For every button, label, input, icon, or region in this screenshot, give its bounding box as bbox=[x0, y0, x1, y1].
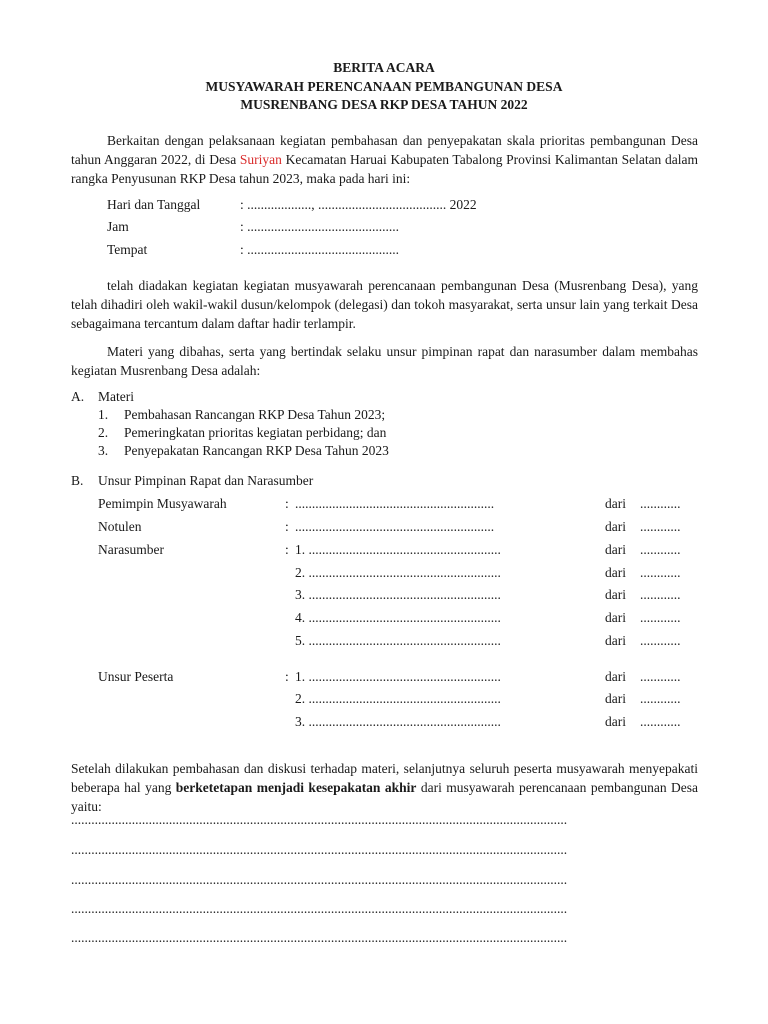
conclusion-paragraph: Setelah dilakukan pembahasan dan diskusi terhadap materi, selanjutnya seluruh peserta musyawarah menyepakati beberapa hal yang berketetapan menjadi kesepakatan akhir dari musyawarah perencanaan pembangunan Desa yaitu: bbox=[71, 761, 699, 814]
name-field: 5. ......................................................... bbox=[295, 633, 501, 648]
dari-label: dari bbox=[605, 496, 626, 511]
fill-line: ................................................................................................................................................... bbox=[71, 930, 568, 945]
row-colon: : bbox=[285, 669, 289, 684]
fill-line: ................................................................................................................................................... bbox=[71, 812, 568, 827]
dari-label: dari bbox=[605, 669, 626, 684]
meeting-date-label: Hari dan Tanggal bbox=[107, 197, 201, 212]
list-item-number: 3. bbox=[98, 443, 109, 458]
name-field: 3. ......................................................... bbox=[295, 714, 501, 729]
role-label: Unsur Peserta bbox=[98, 669, 174, 684]
dari-label: dari bbox=[605, 519, 626, 534]
name-field: 2. ......................................................... bbox=[295, 565, 501, 580]
name-field: ........................................................... bbox=[295, 519, 495, 534]
origin-field: ............ bbox=[640, 519, 681, 534]
dari-label: dari bbox=[605, 610, 626, 625]
meeting-time-label: Jam bbox=[107, 219, 129, 234]
list-item-number: 1. bbox=[98, 407, 109, 422]
name-field: ........................................................... bbox=[295, 496, 495, 511]
list-item: Pemeringkatan prioritas kegiatan perbidang; dan bbox=[124, 425, 387, 440]
row-colon: : bbox=[285, 519, 289, 534]
origin-field: ............ bbox=[640, 714, 681, 729]
document-subtitle: MUSYAWARAH PERENCANAAN PEMBANGUNAN DESA bbox=[205, 79, 563, 94]
meeting-place-label: Tempat bbox=[107, 242, 148, 257]
name-field: 4. ......................................................... bbox=[295, 610, 501, 625]
list-item-number: 2. bbox=[98, 425, 109, 440]
origin-field: ............ bbox=[640, 610, 681, 625]
dari-label: dari bbox=[605, 587, 626, 602]
dari-label: dari bbox=[605, 542, 626, 557]
meeting-place-value: : ............................................. bbox=[240, 242, 400, 257]
intro-paragraph: Berkaitan dengan pelaksanaan kegiatan pembahasan dan penyepakatan skala prioritas pembangunan Desa tahun Anggaran 2022, di Desa Suriyan Kecamatan Haruai Kabupaten Tabalong Provinsi Kalimantan Selatan dalam rangka Penyusunan RKP Desa tahun 2023, maka pada hari ini: bbox=[71, 133, 699, 186]
meeting-time-value: : ............................................. bbox=[240, 219, 400, 234]
origin-field: ............ bbox=[640, 542, 681, 557]
role-label: Pemimpin Musyawarah bbox=[98, 496, 227, 511]
dari-label: dari bbox=[605, 633, 626, 648]
section-a-marker: A. bbox=[71, 389, 85, 404]
origin-field: ............ bbox=[640, 587, 681, 602]
role-label: Notulen bbox=[98, 519, 142, 534]
origin-field: ............ bbox=[640, 633, 681, 648]
dari-label: dari bbox=[605, 714, 626, 729]
village-name: Suriyan bbox=[239, 152, 282, 167]
materials-intro-paragraph: Materi yang dibahas, serta yang bertindak selaku unsur pimpinan rapat dan narasumber dalam membahas kegiatan Musrenbang Desa adalah: bbox=[71, 344, 698, 378]
list-item: Pembahasan Rancangan RKP Desa Tahun 2023; bbox=[124, 407, 386, 422]
origin-field: ............ bbox=[640, 496, 681, 511]
name-field: 2. ......................................................... bbox=[295, 691, 501, 706]
origin-field: ............ bbox=[640, 565, 681, 580]
meeting-date-value: : ..................., ...................................... 2022 bbox=[240, 197, 477, 212]
fill-line: ................................................................................................................................................... bbox=[71, 901, 568, 916]
list-item: Penyepakatan Rancangan RKP Desa Tahun 2023 bbox=[124, 443, 389, 458]
section-b-marker: B. bbox=[71, 473, 84, 488]
name-field: 1. ......................................................... bbox=[295, 669, 501, 684]
row-colon: : bbox=[285, 496, 289, 511]
agreement-emphasis: berketetapan menjadi kesepakatan akhir bbox=[175, 780, 417, 795]
meeting-description-paragraph: telah diadakan kegiatan kegiatan musyawarah perencanaan pembangunan Desa (Musrenbang Desa), yang telah dihadiri oleh wakil-wakil dusun/kelompok (delegasi) dan tokoh masyarakat, serta unsur lain yang terkait Desa sebagaimana tercantum dalam daftar hadir terlampir. bbox=[71, 278, 698, 331]
section-b-title: Unsur Pimpinan Rapat dan Narasumber bbox=[98, 473, 314, 488]
document-title: BERITA ACARA bbox=[333, 60, 435, 75]
document-subtitle-year: MUSRENBANG DESA RKP DESA TAHUN 2022 bbox=[240, 97, 528, 112]
dari-label: dari bbox=[605, 691, 626, 706]
origin-field: ............ bbox=[640, 669, 681, 684]
fill-line: ................................................................................................................................................... bbox=[71, 842, 568, 857]
name-field: 1. ......................................................... bbox=[295, 542, 501, 557]
role-label: Narasumber bbox=[98, 542, 164, 557]
row-colon: : bbox=[285, 542, 289, 557]
section-a-title: Materi bbox=[98, 389, 134, 404]
fill-line: ................................................................................................................................................... bbox=[71, 872, 568, 887]
origin-field: ............ bbox=[640, 691, 681, 706]
dari-label: dari bbox=[605, 565, 626, 580]
name-field: 3. ......................................................... bbox=[295, 587, 501, 602]
